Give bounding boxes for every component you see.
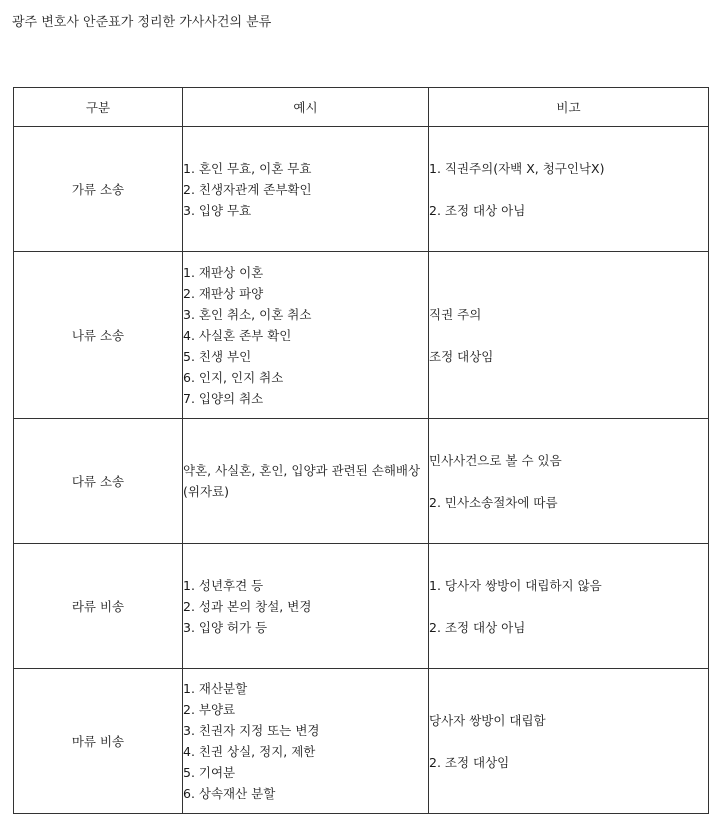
examples-cell <box>183 419 429 544</box>
example-item: 2. 부양료 <box>183 702 236 717</box>
note-item: 2. 민사소송절차에 따름 <box>429 494 558 510</box>
example-item: 1. 성년후견 등 <box>183 577 264 593</box>
example-item: 4. 친권 상실, 정지, 제한 <box>183 744 316 759</box>
example-item: 3. 친권자 지정 또는 변경 <box>183 723 320 738</box>
example-item: 2. 성과 본의 창설, 변경 <box>183 598 312 614</box>
examples-cell <box>183 544 429 669</box>
table-row <box>14 419 709 544</box>
note-item: 직권 주의 <box>429 306 482 322</box>
example-item: 3. 입양 무효 <box>183 202 252 218</box>
notes-cell <box>429 127 709 252</box>
header-examples: 예시 <box>183 88 429 127</box>
example-item: 1. 재산분할 <box>183 681 248 696</box>
example-item: 1. 재판상 이혼 <box>183 264 264 280</box>
example-item: 2. 재판상 파양 <box>183 285 264 301</box>
note-item: 2. 조정 대상임 <box>429 754 510 770</box>
note-item: 1. 직권주의(자백 X, 청구인낙X) <box>429 160 605 176</box>
note-item: 민사사건으로 볼 수 있음 <box>429 452 562 468</box>
table-row <box>14 544 709 669</box>
example-item: 3. 입양 허가 등 <box>183 619 268 635</box>
example-item: 7. 입양의 취소 <box>183 390 264 406</box>
example-item: 2. 친생자관계 존부확인 <box>183 181 312 197</box>
category-cell: 마류 비송 <box>14 669 183 814</box>
notes-cell <box>429 669 709 814</box>
examples-cell <box>183 669 429 814</box>
example-item: 3. 혼인 취소, 이혼 취소 <box>183 306 312 322</box>
table-row <box>14 252 709 419</box>
notes-cell <box>429 419 709 544</box>
notes-cell <box>429 252 709 419</box>
header-category: 구분 <box>14 88 183 127</box>
header-notes: 비고 <box>429 88 709 127</box>
example-item: 약혼, 사실혼, 혼인, 입양과 관련된 손해배상(위자료) <box>183 463 421 499</box>
category-cell: 가류 소송 <box>14 127 183 252</box>
example-item: 5. 친생 부인 <box>183 348 252 364</box>
note-item: 2. 조정 대상 아님 <box>429 202 526 218</box>
examples-cell <box>183 252 429 419</box>
note-item: 1. 당사자 쌍방이 대립하지 않음 <box>429 577 602 593</box>
table-row <box>14 669 709 814</box>
table-row <box>14 127 709 252</box>
notes-cell <box>429 544 709 669</box>
note-item: 조정 대상임 <box>429 348 494 364</box>
category-cell: 라류 비송 <box>14 544 183 669</box>
category-cell: 나류 소송 <box>14 252 183 419</box>
table-header-row <box>14 88 709 127</box>
category-cell: 다류 소송 <box>14 419 183 544</box>
examples-cell <box>183 127 429 252</box>
note-item: 2. 조정 대상 아님 <box>429 619 526 635</box>
example-item: 6. 인지, 인지 취소 <box>183 369 284 385</box>
example-item: 5. 기여분 <box>183 765 236 780</box>
example-item: 1. 혼인 무효, 이혼 무효 <box>183 160 312 176</box>
example-item: 4. 사실혼 존부 확인 <box>183 327 292 343</box>
classification-table <box>13 87 709 814</box>
note-item: 당사자 쌍방이 대립함 <box>429 712 546 728</box>
example-item: 6. 상속재산 분할 <box>183 786 276 801</box>
page-title: 광주 변호사 안준표가 정리한 가사사건의 분류 <box>12 15 272 30</box>
